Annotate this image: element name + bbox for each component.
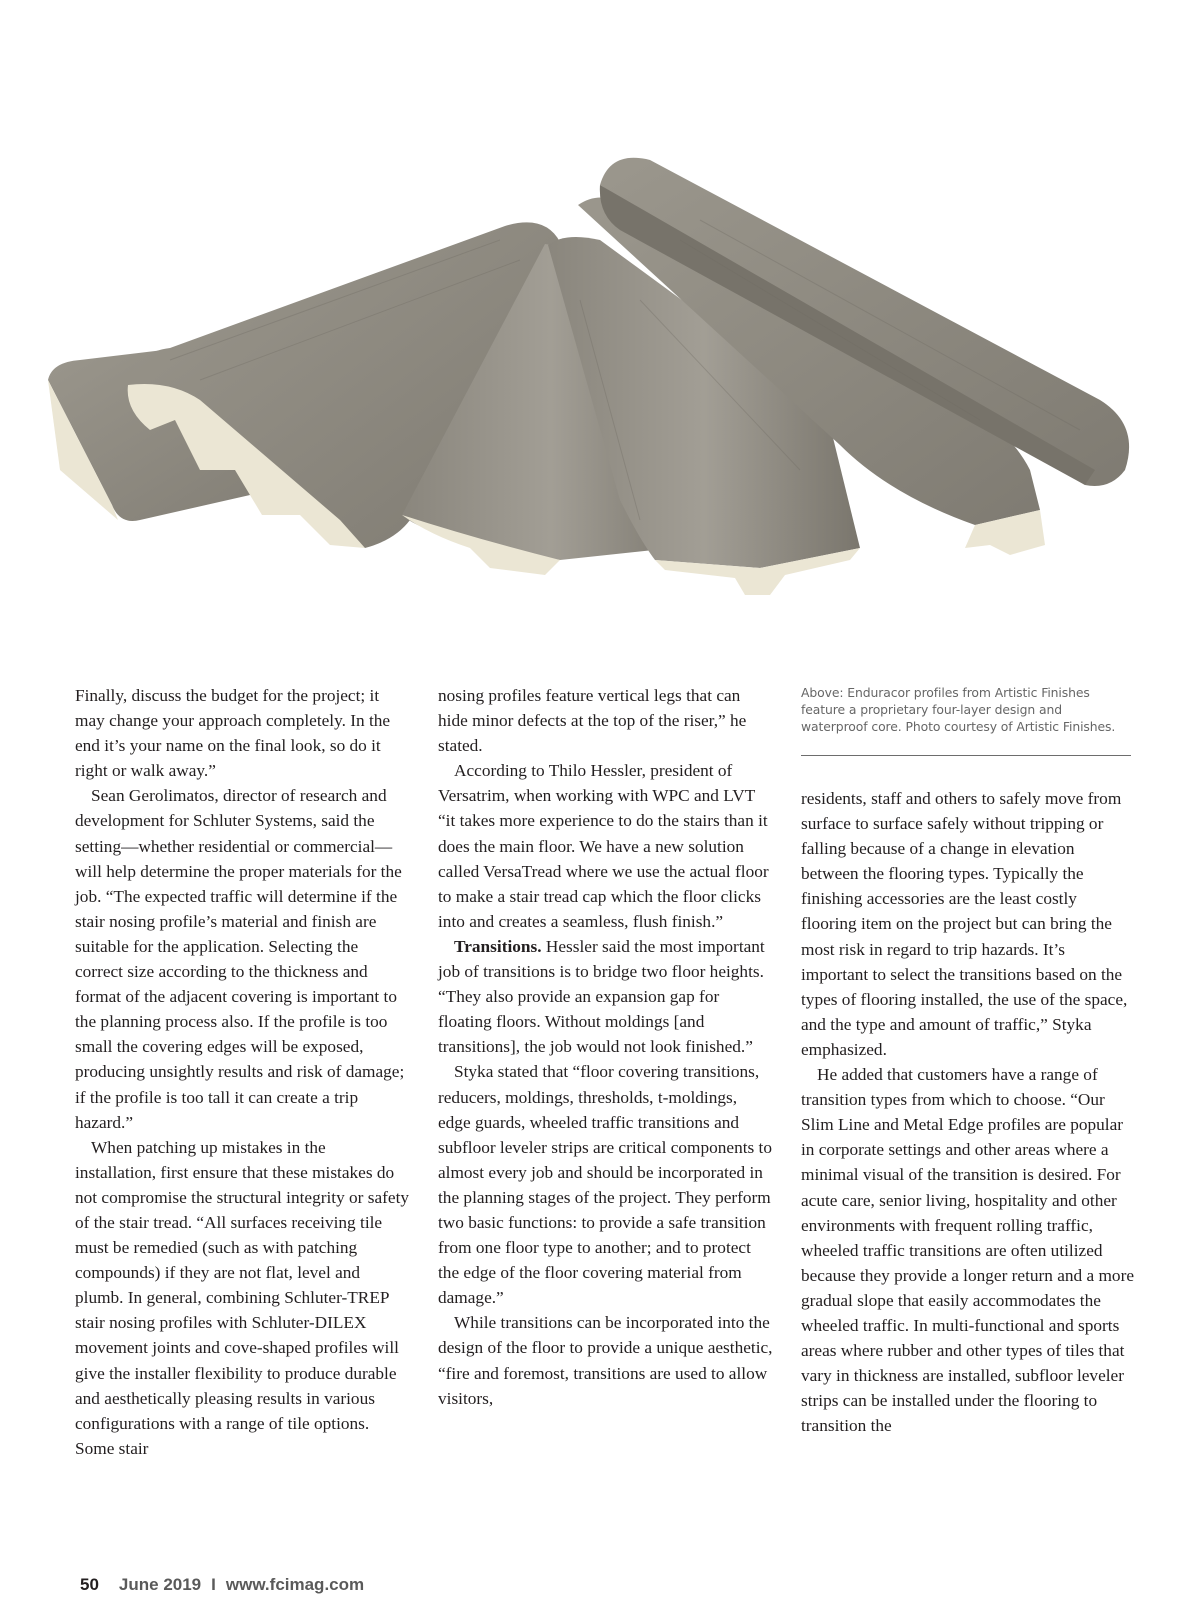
article-column-3 <box>801 786 1136 1438</box>
section-heading-transitions: Transitions. <box>454 936 542 956</box>
page-number: 50 <box>80 1575 99 1594</box>
website-url: www.fcimag.com <box>225 1575 365 1594</box>
paragraph: Styka stated that “floor covering transitions, reducers, moldings, thresholds, t-moldings, edge guards, wheeled traffic transitions and subfloor leveler strips are critical components to almost every job and should be incorporated in the planning stages of the project. They perform two basic functions: to provide a safe transition from one floor type to another; and to protect the edge of the floor covering material from damage.” <box>438 1062 772 1308</box>
paragraph <box>438 934 773 1059</box>
photo-caption: Above: Enduracor profiles from Artistic Finishes feature a proprietary four-layer design and waterproof core. Photo courtesy of Artistic Finishes. <box>801 685 1116 734</box>
paragraph: He added that customers have a range of transition types from which to choose. “Our Slim Line and Metal Edge profiles are popular in corporate settings and other areas where a minimal visual of the transition is desired. For acute care, senior living, hospitality and other environments with frequent rolling traffic, wheeled traffic transitions are often utilized because they provide a longer return and a more gradual slope that easily accommodates the wheeled traffic. In multi-functional and sports areas where rubber and other types of tiles that vary in thickness are installed, subfloor leveler strips can be installed under the flooring to transition the <box>801 1065 1135 1436</box>
paragraph: Finally, discuss the budget for the project; it may change your approach completely. In the end it’s your name on the final look, so do it right or walk away.” <box>75 686 391 781</box>
paragraph: While transitions can be incorporated into the design of the floor to provide a unique aesthetic, “fire and foremost, transitions are used to allow visitors, <box>438 1313 773 1408</box>
article-column-2 <box>438 683 773 1411</box>
caption-divider <box>801 755 1131 756</box>
issue-date: June 2019 <box>118 1575 202 1594</box>
paragraph: nosing profiles feature vertical legs that can hide minor defects at the top of the riser,” he stated. <box>438 686 747 756</box>
paragraph-text: Hessler said the most important job of transitions is to bridge two floor heights. “They also provide an expansion gap for floating floors. Without moldings [and transitions], the job would not look finished.” <box>438 936 765 1057</box>
footer-separator: I <box>211 1575 216 1594</box>
article-column-1 <box>75 683 410 1461</box>
paragraph: Sean Gerolimatos, director of research and development for Schluter Systems, said the setting—whether residential or commercial—will help determine the proper materials for the job. “The expected traffic will determine if the stair nosing profile’s material and finish are suitable for the application. Selecting the correct size according to the thickness and format of the adjacent covering is important to the planning process also. If the profile is too small the covering edges will be exposed, producing unsightly results and risk of damage; if the profile is too tall it can create a trip hazard.” <box>75 786 405 1132</box>
paragraph: When patching up mistakes in the installation, first ensure that these mistakes do not compromise the structural integrity or safety of the stair tread. “All surfaces receiving tile must be remedied (such as with patching compounds) if they are not flat, level and plumb. In general, combining Schluter-TREP stair nosing profiles with Schluter-DILEX movement joints and cove-shaped profiles will give the installer flexibility to produce durable and aesthetically pleasing results in various configurations with a range of tile options. Some stair <box>75 1137 410 1458</box>
enduracor-profiles-illustration <box>0 0 1200 655</box>
paragraph: residents, staff and others to safely move from surface to surface safely without tripping or falling because of a change in elevation between the flooring types. Typically the finishing accessories are the least costly flooring item on the project but can bring the most risk in regard to trip hazards. It’s important to select the transitions based on the types of flooring installed, the use of the space, and the type and amount of traffic,” Styka emphasized. <box>801 789 1128 1059</box>
paragraph: According to Thilo Hessler, president of Versatrim, when working with WPC and LVT “it takes more experience to do the stairs than it does the main floor. We have a new solution called VersaTread where we use the actual floor to make a stair tread cap which the floor clicks into and creates a seamless, flush finish.” <box>438 761 769 931</box>
page-footer <box>80 1575 364 1595</box>
product-photo <box>0 0 1200 655</box>
